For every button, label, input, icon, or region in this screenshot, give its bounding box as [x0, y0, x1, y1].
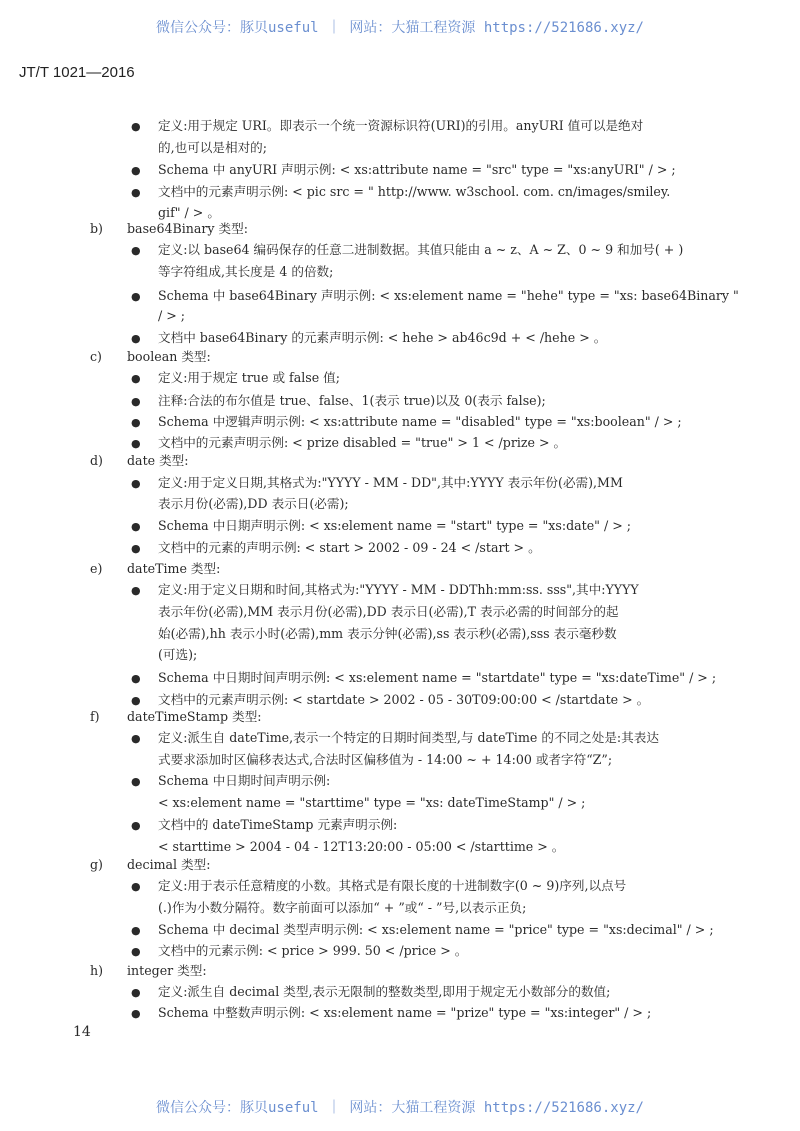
line-text: Schema 中整数声明示例: < xs:element name = "prize" type = "xs:integer" / > ;	[158, 1005, 652, 1020]
bullet-item	[131, 518, 631, 535]
bullet-icon: ●	[131, 372, 141, 385]
line-text: / > ;	[158, 308, 186, 323]
line-text: 定义:用于规定 true 或 false 值;	[158, 370, 341, 385]
bullet-item	[131, 393, 546, 410]
section-heading	[90, 221, 248, 237]
bullet-icon: ●	[131, 819, 141, 832]
list-label: f)	[90, 709, 100, 724]
line-text: 定义:派生自 dateTime,表示一个特定的日期时间类型,与 dateTime 的不同之处是:其表达	[158, 730, 659, 745]
bullet-icon: ●	[131, 945, 141, 958]
bullet-icon: ●	[131, 477, 141, 490]
bullet-item	[131, 692, 649, 709]
text-line	[158, 264, 333, 280]
text-line	[158, 626, 617, 642]
line-text: 定义:用于规定 URI。即表示一个统一资源标识符(URI)的引用。anyURI 值可以是绝对	[158, 118, 644, 133]
standard-code: JT/T 1021—2016	[19, 64, 135, 81]
bullet-item	[131, 288, 739, 305]
list-label: b)	[90, 221, 103, 236]
list-label: d)	[90, 453, 103, 468]
bullet-icon: ●	[131, 290, 141, 303]
list-label: e)	[90, 561, 103, 576]
text-line	[158, 752, 612, 768]
header-watermark: 微信公众号：豚贝useful ｜ 网站：大猫工程资源 https://521686.xyz/	[155, 20, 644, 36]
bullet-item	[131, 943, 467, 960]
bullet-icon: ●	[131, 395, 141, 408]
line-text: 文档中的 dateTimeStamp 元素声明示例:	[158, 817, 398, 832]
bullet-item	[131, 184, 670, 201]
list-label: g)	[90, 857, 103, 872]
bullet-item	[131, 540, 541, 557]
bullet-item	[131, 582, 639, 599]
bullet-item	[131, 118, 643, 135]
page-number: 14	[73, 1024, 91, 1040]
bullet-icon: ●	[131, 542, 141, 555]
line-text: (可选);	[158, 647, 198, 662]
bullet-icon: ●	[131, 880, 141, 893]
list-label: h)	[90, 963, 104, 978]
text-line	[158, 308, 185, 324]
line-text: Schema 中日期时间声明示例:	[158, 773, 331, 788]
section-heading	[90, 857, 211, 873]
line-text: 注释:合法的布尔值是 true、false、1(表示 true)以及 0(表示 false);	[158, 393, 546, 408]
line-text: 定义:用于定义日期和时间,其格式为:"YYYY - MM - DDThh:mm:ss. sss",其中:YYYY	[158, 582, 639, 597]
bullet-icon: ●	[131, 186, 141, 199]
bullet-icon: ●	[131, 120, 141, 133]
line-text: 文档中的元素的声明示例: < start > 2002 - 09 - 24 < /start > 。	[158, 540, 541, 555]
text-line	[158, 496, 349, 512]
line-text: 的,也可以是相对的;	[158, 140, 267, 155]
line-text: base64Binary 类型:	[127, 221, 248, 236]
line-text: integer 类型:	[127, 963, 207, 978]
line-text: dateTime 类型:	[127, 561, 221, 576]
bullet-item	[131, 414, 682, 431]
bullet-icon: ●	[131, 924, 141, 937]
line-text: 定义:派生自 decimal 类型,表示无限制的整数类型,即用于规定无小数部分的数值;	[158, 984, 611, 999]
bullet-icon: ●	[131, 732, 141, 745]
line-text: < xs:element name = "starttime" type = "xs: dateTimeStamp" / > ;	[158, 795, 586, 810]
text-line	[158, 604, 619, 620]
line-text: < starttime > 2004 - 04 - 12T13:20:00 - 05:00 < /starttime > 。	[158, 839, 565, 854]
bullet-item	[131, 922, 714, 939]
line-text: 文档中的元素示例: < price > 999. 50 < /price > 。	[158, 943, 468, 958]
line-text: dateTimeStamp 类型:	[127, 709, 262, 724]
bullet-icon: ●	[131, 437, 141, 450]
text-line	[158, 205, 220, 221]
bullet-icon: ●	[131, 1007, 141, 1020]
bullet-item	[131, 435, 566, 452]
bullet-icon: ●	[131, 332, 141, 345]
line-text: boolean 类型:	[127, 349, 211, 364]
bullet-icon: ●	[131, 584, 141, 597]
text-line	[158, 140, 267, 156]
bullet-item	[131, 162, 676, 179]
line-text: 文档中 base64Binary 的元素声明示例: < hehe > ab46c9d + < /hehe > 。	[158, 330, 607, 345]
list-label: c)	[90, 349, 102, 364]
bullet-icon: ●	[131, 244, 141, 257]
bullet-item	[131, 670, 716, 687]
bullet-icon: ●	[131, 416, 141, 429]
bullet-item	[131, 773, 330, 790]
line-text: 定义:用于定义日期,其格式为:"YYYY - MM - DD",其中:YYYY 表示年份(必需),MM	[158, 475, 623, 490]
line-text: (.)作为小数分隔符。数字前面可以添加“ + ”或“ - ”号,以表示正负;	[158, 900, 527, 915]
section-heading	[90, 561, 220, 577]
section-heading	[90, 349, 211, 365]
line-text: Schema 中日期声明示例: < xs:element name = "start" type = "xs:date" / > ;	[158, 518, 632, 533]
footer-watermark: 微信公众号：豚贝useful ｜ 网站：大猫工程资源 https://521686.xyz/	[155, 1100, 644, 1116]
line-text: decimal 类型:	[127, 857, 211, 872]
bullet-icon: ●	[131, 164, 141, 177]
line-text: 表示年份(必需),MM 表示月份(必需),DD 表示日(必需),T 表示必需的时间部分的起	[158, 604, 619, 619]
bullet-icon: ●	[131, 986, 141, 999]
bullet-item	[131, 1005, 651, 1022]
bullet-icon: ●	[131, 520, 141, 533]
line-text: Schema 中 base64Binary 声明示例: < xs:element name = "hehe" type = "xs: base64Binary "	[158, 288, 739, 303]
bullet-item	[131, 242, 683, 259]
section-heading	[90, 709, 262, 725]
bullet-icon: ●	[131, 775, 141, 788]
text-line	[158, 839, 564, 855]
bullet-item	[131, 984, 610, 1001]
line-text: Schema 中日期时间声明示例: < xs:element name = "startdate" type = "xs:dateTime" / > ;	[158, 670, 717, 685]
text-line	[158, 647, 197, 663]
line-text: 等字符组成,其长度是 4 的倍数;	[158, 264, 334, 279]
text-line	[158, 900, 526, 916]
line-text: 文档中的元素声明示例: < startdate > 2002 - 05 - 30T09:00:00 < /startdate > 。	[158, 692, 650, 707]
line-text: 文档中的元素声明示例: < pic src = " http://www. w3school. com. cn/images/smiley.	[158, 184, 671, 199]
line-text: 定义:以 base64 编码保存的任意二进制数据。其值只能由 a ~ z、A ~ Z、0 ~ 9 和加号( + )	[158, 242, 684, 257]
line-text: date 类型:	[127, 453, 189, 468]
bullet-item	[131, 878, 626, 895]
line-text: gif" / > 。	[158, 205, 220, 220]
section-heading	[90, 963, 207, 979]
line-text: 定义:用于表示任意精度的小数。其格式是有限长度的十进制数字(0 ~ 9)序列,以点号	[158, 878, 627, 893]
section-heading	[90, 453, 189, 469]
line-text: 表示月份(必需),DD 表示日(必需);	[158, 496, 349, 511]
bullet-item	[131, 730, 659, 747]
bullet-icon: ●	[131, 694, 141, 707]
line-text: 文档中的元素声明示例: < prize disabled = "true" > 1 < /prize > 。	[158, 435, 567, 450]
bullet-item	[131, 370, 340, 387]
line-text: Schema 中逻辑声明示例: < xs:attribute name = "disabled" type = "xs:boolean" / > ;	[158, 414, 682, 429]
line-text: 始(必需),hh 表示小时(必需),mm 表示分钟(必需),ss 表示秒(必需),sss 表示毫秒数	[158, 626, 617, 641]
bullet-item	[131, 475, 623, 492]
bullet-item	[131, 330, 606, 347]
bullet-item	[131, 817, 397, 834]
text-line	[158, 795, 585, 811]
bullet-icon: ●	[131, 672, 141, 685]
line-text: 式要求添加时区偏移表达式,合法时区偏移值为 - 14:00 ~ + 14:00 或者字符“Z”;	[158, 752, 613, 767]
line-text: Schema 中 decimal 类型声明示例: < xs:element name = "price" type = "xs:decimal" / > ;	[158, 922, 714, 937]
line-text: Schema 中 anyURI 声明示例: < xs:attribute name = "src" type = "xs:anyURI" / > ;	[158, 162, 676, 177]
